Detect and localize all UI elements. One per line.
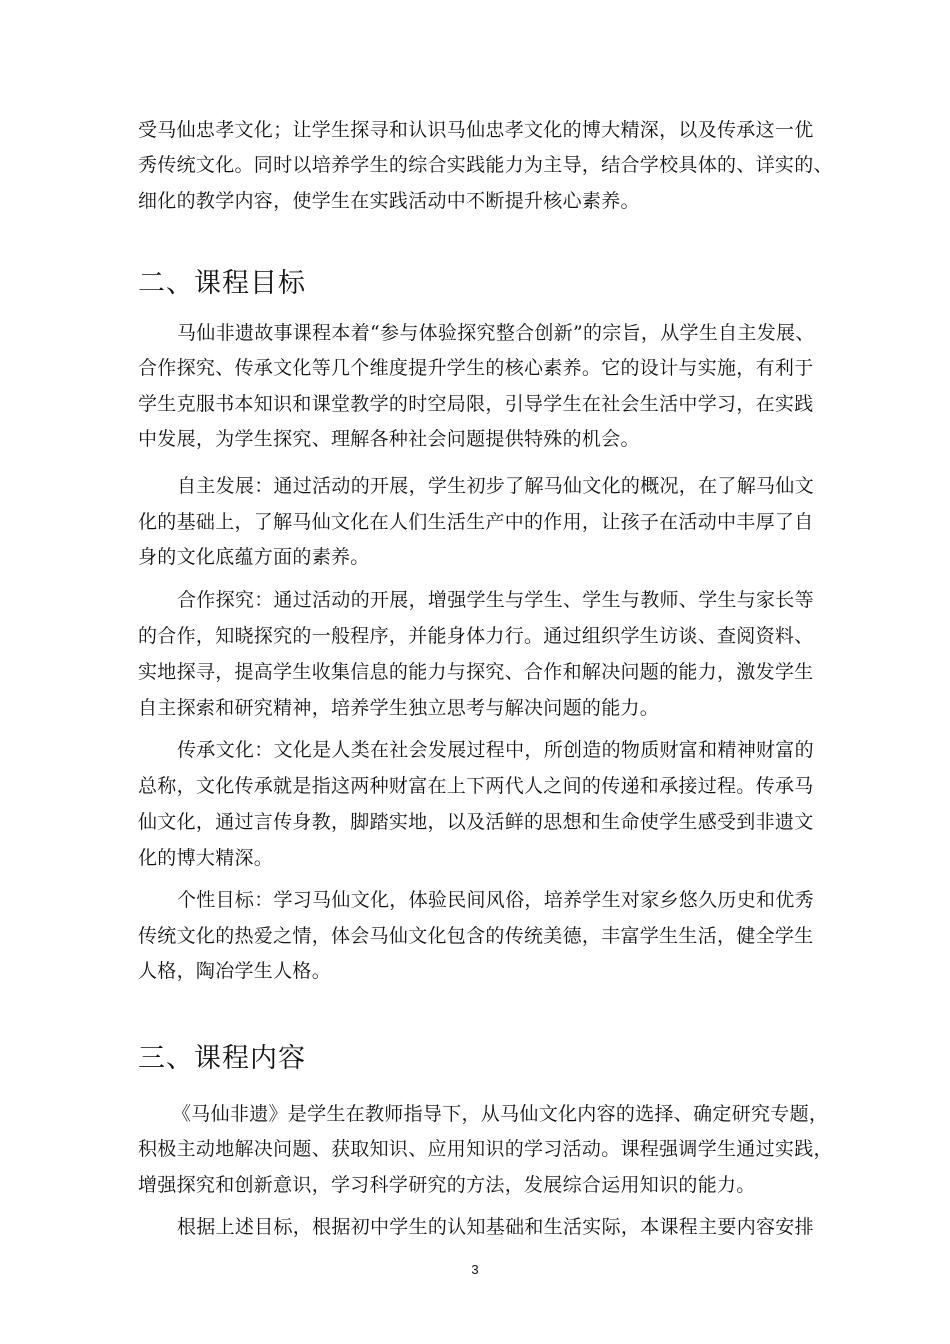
paragraph-line: 增强探究和创新意识，学习科学研究的方法，发展综合运用知识的能力。 (138, 1174, 756, 1196)
paragraph-line: 传统文化的热爱之情，体会马仙文化包含的传统美德，丰富学生生活，健全学生 (138, 925, 814, 947)
paragraph-line: 合作探究：通过活动的开展，增强学生与学生、学生与教师、学生与家长等 (177, 589, 814, 611)
intro-line: 秀传统文化。同时以培养学生的综合实践能力为主导，结合学校具体的、详实的、 (138, 154, 833, 176)
intro-line: 细化的教学内容，使学生在实践活动中不断提升核心素养。 (138, 190, 640, 212)
intro-line: 受马仙忠孝文化；让学生探寻和认识马仙忠孝文化的博大精深，以及传承这一优 (138, 119, 814, 141)
paragraph-line: 积极主动地解决问题、获取知识、应用知识的学习活动。课程强调学生通过实践， (138, 1138, 833, 1160)
section-heading-goals: 二、课程目标 (138, 268, 306, 299)
paragraph-line: 仙文化，通过言传身教，脚踏实地，以及活鲜的思想和生命使学生感受到非遗文 (138, 811, 814, 833)
paragraph-line: 的合作，知晓探究的一般程序，并能身体力行。通过组织学生访谈、查阅资料、 (138, 625, 814, 647)
paragraph-line: 总称，文化传承就是指这两种财富在上下两代人之间的传递和承接过程。传承马 (138, 775, 814, 797)
paragraph-line: 自主探索和研究精神，培养学生独立思考与解决问题的能力。 (138, 697, 660, 719)
section-heading-content: 三、课程内容 (138, 1043, 306, 1074)
paragraph-line: 身的文化底蕴方面的素养。 (138, 546, 370, 568)
paragraph-line: 根据上述目标，根据初中学生的认知基础和生活实际，本课程主要内容安排 (177, 1216, 814, 1238)
paragraph-line: 传承文化：文化是人类在社会发展过程中，所创造的物质财富和精神财富的 (177, 739, 814, 761)
page-number: 3 (471, 1262, 479, 1277)
paragraph-line: 马仙非遗故事课程本着“参与体验探究整合创新”的宗旨，从学生自主发展、 (177, 322, 815, 344)
paragraph-line: 《马仙非遗》是学生在教师指导下，从马仙文化内容的选择、确定研究专题， (172, 1103, 829, 1125)
paragraph-line: 个性目标：学习马仙文化，体验民间风俗，培养学生对家乡悠久历史和优秀 (177, 889, 814, 911)
paragraph-line: 化的博大精深。 (138, 847, 274, 869)
paragraph-line: 合作探究、传承文化等几个维度提升学生的核心素养。它的设计与实施，有利于 (138, 357, 814, 379)
paragraph-line: 人格，陶冶学生人格。 (138, 960, 332, 982)
paragraph-line: 化的基础上，了解马仙文化在人们生活生产中的作用，让孩子在活动中丰厚了自 (138, 511, 814, 533)
paragraph-line: 学生克服书本知识和课堂教学的时空局限，引导学生在社会生活中学习，在实践 (138, 393, 814, 415)
paragraph-line: 自主发展：通过活动的开展，学生初步了解马仙文化的概况，在了解马仙文 (177, 475, 814, 497)
paragraph-line: 中发展，为学生探究、理解各种社会问题提供特殊的机会。 (138, 428, 640, 450)
paragraph-line: 实地探寻，提高学生收集信息的能力与探究、合作和解决问题的能力，激发学生 (138, 661, 814, 683)
